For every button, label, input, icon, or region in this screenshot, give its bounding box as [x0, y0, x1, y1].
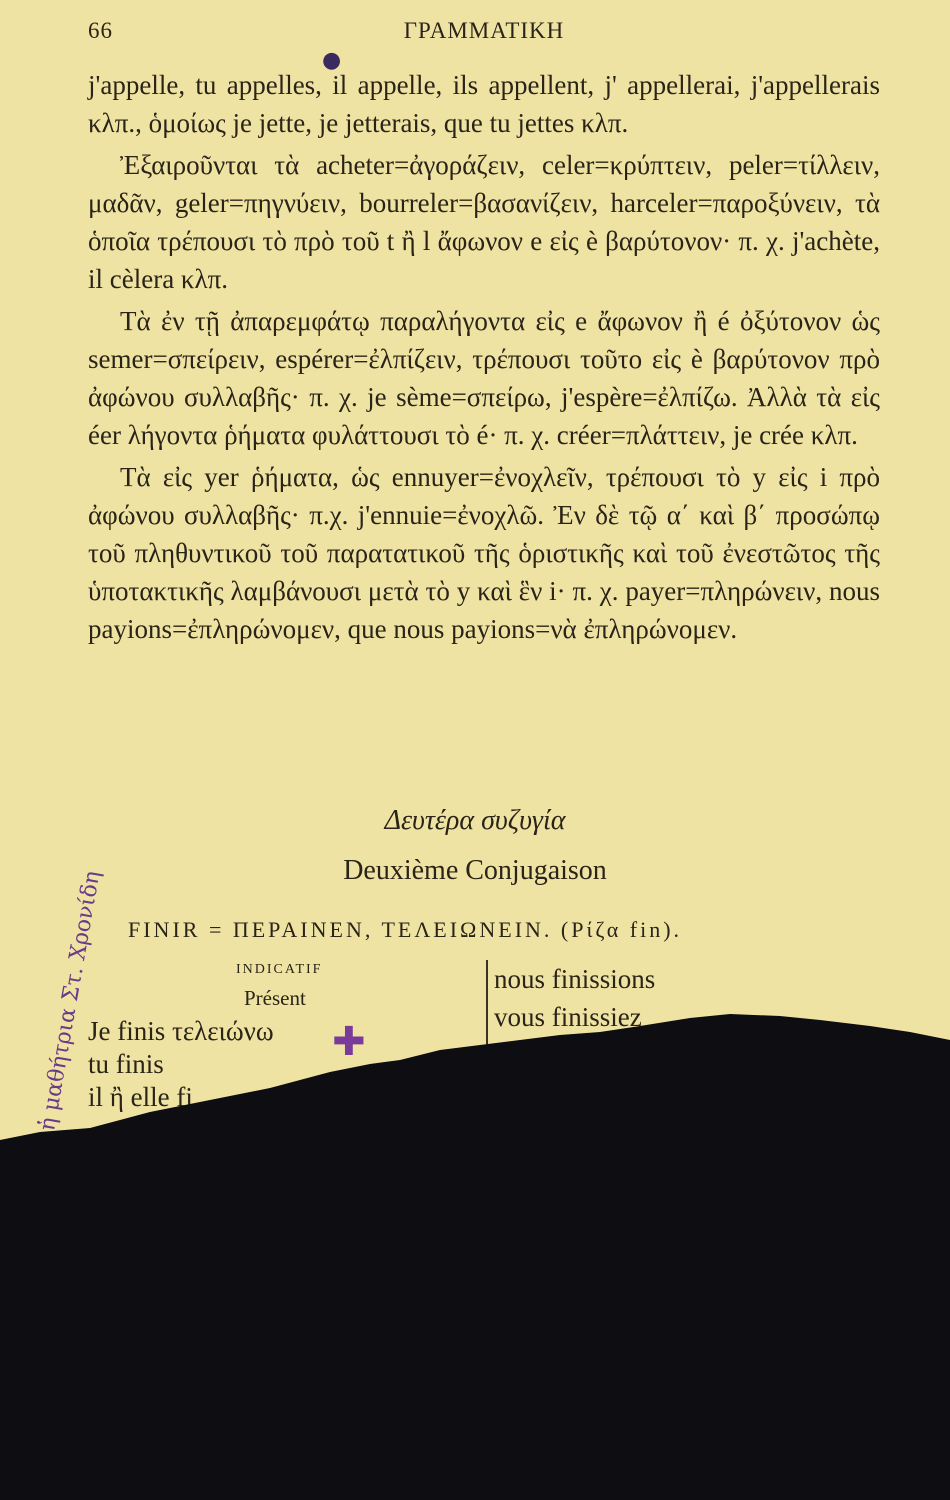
section-title-french: Deuxième Conjugaison [343, 855, 607, 886]
verb-heading: FINIR = ΠΕΡΑΙΝΕΝ, ΤΕΛΕΙΩΝΕΙΝ. (Ρίζα fin). [128, 917, 683, 942]
conjugation-row: il ἢ elle fi [88, 1082, 193, 1112]
conjugation-row: tu finis [88, 1049, 164, 1079]
paragraph-1: j'appelle, tu appelles, il appelle, ils appellent, j' appellerai, j'appellerais κλπ., ὁμοίως je jette, je jetterais, que tu jettes κλπ. [88, 70, 880, 138]
paragraph-3: Τὰ ἐν τῇ ἀπαρεμφάτῳ παραλήγοντα εἰς e ἄφωνον ἢ é ὀξύτονον ὡς semer=σπείρειν, espérer=ἐλπίζειν, τρέπουσι τοῦτο εἰς è βαρύτονον πρὸ ἀφώνου συλλαβῆς· π. χ. je sème=σπείρω, j'espère=ἐλπίζω. Ἀλλὰ τὰ εἰς éer λήγοντα ῥήματα φυλάττουσι τὸ é· π. χ. créer=πλάττειν, je crée κλπ. [88, 306, 880, 450]
section-title-greek: Δευτέρα συζυγία [384, 805, 566, 836]
paragraph-2: Ἐξαιροῦνται τὰ acheter=ἀγοράζειν, celer=κρύπτειν, peler=τίλλειν, μαδᾶν, geler=πηγνύειν, bourreler=βασανίζειν, harceler=παροξύνειν, τὰ ὁποῖα τρέπουσι τὸ πρὸ τοῦ t ἢ l ἄφωνον e εἰς è βαρύτονον· π. χ. j'achète, il cèlera κλπ. [88, 150, 880, 294]
paragraph-4: Τὰ εἰς yer ῥήματα, ὡς ennuyer=ἐνοχλεῖν, τρέπουσι τὸ y εἰς i πρὸ ἀφώνου συλλαβῆς· π.χ. j'ennuie=ἐνοχλῶ. Ἐν δὲ τῷ α΄ καὶ β΄ προσώπῳ τοῦ πληθυντικοῦ τοῦ παρατατικοῦ τῆς ὁριστικῆς καὶ τοῦ ἐνεστῶτος τῆς ὑποτακτικῆς λαμβάνουσι μετὰ τὸ y καὶ ἓν i· π. χ. payer=πληρώνειν, nous payions=ἐπληρώνομεν, que nous payions=νὰ ἐπληρώνομεν. [88, 462, 880, 644]
tense-label: Présent [244, 986, 306, 1010]
conjugation-row: Je finis τελειώνω [88, 1016, 274, 1046]
conjugation-row: vous finissiez [494, 1002, 642, 1032]
margin-note-text: ἡ μαθήτρια Στ. Χρονίδη [35, 869, 106, 1133]
ink-blot-icon: ● [322, 48, 342, 73]
page-number: 66 [88, 18, 113, 43]
mood-label: INDICATIF [236, 962, 323, 977]
page-title: ΓΡΑΜΜΑΤΙΚΗ [403, 18, 565, 43]
conjugation-row: nous finissions [494, 964, 656, 994]
torn-dark-region [0, 1014, 950, 1500]
pencil-cross-icon: ✚ [332, 1019, 366, 1065]
